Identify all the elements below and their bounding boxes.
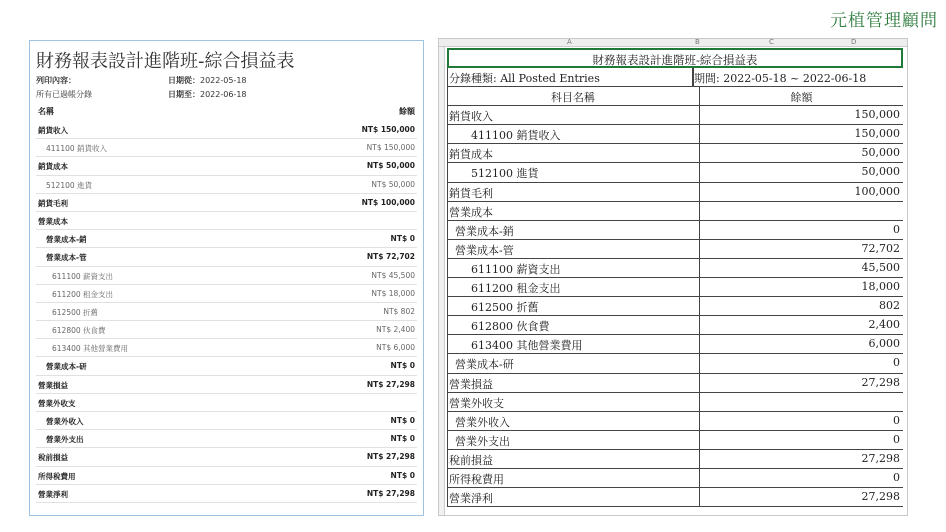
account-cell[interactable]: 611200 租金支出 <box>447 278 700 296</box>
account-cell[interactable]: 613400 其他營業費用 <box>447 335 700 353</box>
account-cell[interactable]: 營業成本-管 <box>447 240 700 258</box>
sheet-row <box>447 393 903 412</box>
table-row: 611200 租金支出 NT$ 18,000 <box>36 285 417 303</box>
account-cell[interactable]: 銷貨毛利 <box>447 183 700 201</box>
sheet-row <box>447 412 903 431</box>
table-row: 營業成本-研 NT$ 0 <box>36 357 417 375</box>
sheet-info-row <box>447 68 903 87</box>
account-cell[interactable]: 612800 伙食費 <box>447 316 700 334</box>
account-cell[interactable]: 銷貨成本 <box>447 144 700 162</box>
sheet-row <box>447 431 903 450</box>
balance-cell[interactable]: 50,000 <box>861 146 900 160</box>
account-cell[interactable]: 營業淨利 <box>447 488 700 506</box>
header-name: 名稱 <box>38 107 54 116</box>
table-row: 512100 進貨 NT$ 50,000 <box>36 176 417 194</box>
sheet-grid <box>447 48 903 507</box>
balance-cell[interactable]: 802 <box>879 299 900 313</box>
column-header-d[interactable]: D <box>851 38 857 46</box>
balance-cell[interactable]: 0 <box>893 356 900 370</box>
table-row: 銷貨成本 NT$ 50,000 <box>36 157 417 175</box>
table-row: 612800 伙食費 NT$ 2,400 <box>36 321 417 339</box>
spreadsheet-panel <box>438 38 908 516</box>
print-content-value: 所有已過帳分錄 <box>36 90 92 99</box>
entry-type-cell[interactable]: 分錄種類: All Posted Entries <box>447 68 693 86</box>
date-to-label: 日期至： <box>168 90 200 99</box>
date-from-value: 2022-05-18 <box>200 76 247 85</box>
report-title: 財務報表設計進階班-綜合損益表 <box>36 51 295 72</box>
balance-cell[interactable]: 0 <box>893 470 900 484</box>
sheet-row <box>447 240 903 259</box>
account-cell[interactable]: 612500 折舊 <box>447 297 700 315</box>
balance-cell[interactable]: 6,000 <box>868 337 900 351</box>
period-cell[interactable]: 期間: 2022-05-18 ~ 2022-06-18 <box>693 68 903 86</box>
account-cell[interactable]: 營業成本-銷 <box>447 221 700 239</box>
grid-left-border <box>447 68 448 507</box>
account-cell[interactable]: 稅前損益 <box>447 450 700 468</box>
balance-cell[interactable]: 100,000 <box>854 184 900 198</box>
sheet-row <box>447 316 903 335</box>
sheet-row <box>447 259 903 278</box>
account-cell[interactable]: 所得稅費用 <box>447 469 700 487</box>
table-row: 稅前損益 NT$ 27,298 <box>36 448 417 466</box>
account-cell[interactable]: 411100 銷貨收入 <box>447 125 700 143</box>
sheet-title-cell[interactable]: 財務報表設計進階班-綜合損益表 <box>447 48 903 68</box>
sheet-row <box>447 125 903 144</box>
table-row: 411100 銷貨收入 NT$ 150,000 <box>36 139 417 157</box>
sheet-row <box>447 278 903 297</box>
balance-cell[interactable]: 2,400 <box>868 318 900 332</box>
table-row: 營業成本-管 NT$ 72,702 <box>36 248 417 266</box>
column-header-c[interactable]: C <box>769 38 774 46</box>
header-amount: 餘額 <box>399 107 415 116</box>
column-header-b[interactable]: B <box>695 38 700 46</box>
report-table-body <box>36 121 417 503</box>
account-cell[interactable]: 營業損益 <box>447 374 700 392</box>
brand-logo-text: 元植管理顧問 <box>830 11 938 31</box>
sheet-row <box>447 163 903 182</box>
column-header-bar <box>439 39 907 47</box>
sheet-row <box>447 297 903 316</box>
date-from-label: 日期從： <box>168 76 200 85</box>
table-row: 銷貨收入 NT$ 150,000 <box>36 121 417 139</box>
account-cell[interactable]: 512100 進貨 <box>447 163 700 181</box>
balance-cell[interactable]: 27,298 <box>861 451 900 465</box>
sheet-row <box>447 354 903 373</box>
account-cell[interactable]: 營業外收支 <box>447 393 700 411</box>
table-row: 612500 折舊 NT$ 802 <box>36 303 417 321</box>
balance-cell[interactable]: 45,500 <box>861 260 900 274</box>
balance-cell[interactable]: 27,298 <box>861 490 900 504</box>
table-row: 營業外支出 NT$ 0 <box>36 430 417 448</box>
account-cell[interactable]: 營業成本 <box>447 202 700 220</box>
sheet-row <box>447 488 903 507</box>
account-name-header-cell[interactable]: 科目名稱 <box>447 87 700 105</box>
table-row: 營業淨利 NT$ 27,298 <box>36 485 417 503</box>
table-row: 營業損益 NT$ 27,298 <box>36 376 417 394</box>
balance-cell[interactable]: 27,298 <box>861 375 900 389</box>
sheet-row <box>447 106 903 125</box>
sheet-row <box>447 374 903 393</box>
date-to-value: 2022-06-18 <box>200 90 247 99</box>
table-row: 611100 薪資支出 NT$ 45,500 <box>36 267 417 285</box>
balance-cell[interactable]: 18,000 <box>861 280 900 294</box>
balance-cell[interactable]: 0 <box>893 222 900 236</box>
balance-header-cell[interactable]: 餘額 <box>790 91 813 105</box>
table-row: 613400 其他營業費用 NT$ 6,000 <box>36 339 417 357</box>
sheet-header-row <box>447 87 903 106</box>
sheet-row <box>447 335 903 354</box>
sheet-row <box>447 202 903 221</box>
balance-cell[interactable] <box>700 202 903 220</box>
balance-cell[interactable]: 150,000 <box>854 108 900 122</box>
balance-cell[interactable]: 50,000 <box>861 165 900 179</box>
row-header-gutter <box>439 47 445 515</box>
report-preview-panel <box>29 40 424 516</box>
balance-cell[interactable] <box>700 393 903 411</box>
sheet-row <box>447 221 903 240</box>
table-row: 營業成本 <box>36 212 417 230</box>
account-cell[interactable]: 營業外支出 <box>447 431 700 449</box>
sheet-row <box>447 183 903 202</box>
report-table-header <box>36 103 417 119</box>
table-row: 所得稅費用 NT$ 0 <box>36 467 417 485</box>
table-row: 營業外收支 <box>36 394 417 412</box>
table-row: 銷貨毛利 NT$ 100,000 <box>36 194 417 212</box>
sheet-row <box>447 469 903 488</box>
table-row: 營業外收入 NT$ 0 <box>36 412 417 430</box>
column-header-a[interactable]: A <box>567 38 572 46</box>
account-cell[interactable]: 營業外收入 <box>447 412 700 430</box>
balance-cell[interactable]: 0 <box>893 413 900 427</box>
account-cell[interactable]: 營業成本-研 <box>447 354 700 372</box>
print-content-label: 列印內容： <box>36 76 76 85</box>
sheet-row <box>447 450 903 469</box>
table-row: 營業成本-銷 NT$ 0 <box>36 230 417 248</box>
account-cell[interactable]: 銷貨收入 <box>447 106 700 124</box>
account-cell[interactable]: 611100 薪資支出 <box>447 259 700 277</box>
balance-cell[interactable]: 0 <box>893 432 900 446</box>
balance-cell[interactable]: 72,702 <box>861 241 900 255</box>
sheet-row <box>447 144 903 163</box>
balance-cell[interactable]: 150,000 <box>854 127 900 141</box>
